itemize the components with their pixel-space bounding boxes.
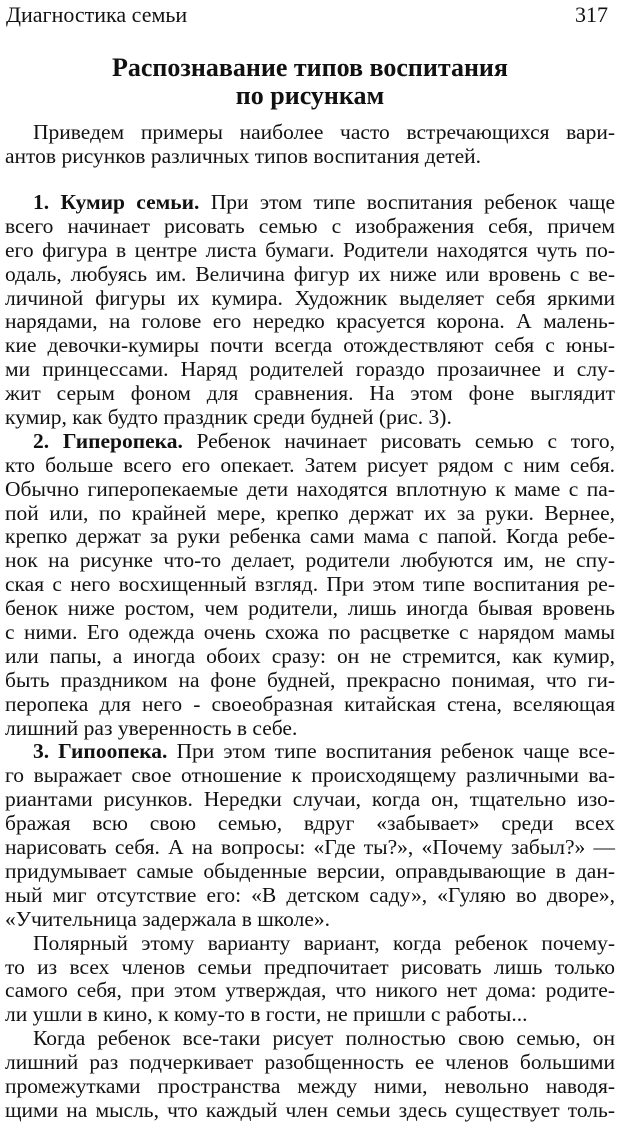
text-line: антов рисунков различных типов воспитания детей. xyxy=(5,143,482,168)
text-line: бенок ниже ростом, чем родители, лишь иногда бывая вровень xyxy=(5,596,615,621)
text-line: кто больше всего его опекает. Затем рисует рядом с ним себя. xyxy=(5,452,615,477)
text-line: ми принцессами. Наряд родителей гораздо прозаичнее и слу- xyxy=(5,357,615,382)
paragraph-text: При этом типе воспитания ребенок чаще все- xyxy=(167,739,615,764)
section-2-lines xyxy=(5,454,615,741)
text-line: всего начинает рисовать семью с изображения себя, причем xyxy=(5,213,615,238)
text-line: кумир, как будто праздник среди будней (рис. 3). xyxy=(5,405,452,430)
text-line: ли ушли в кино, к кому-то в гости, не пришли с работы... xyxy=(5,1002,528,1027)
text-line: нок на рисунке что-то делает, родители любуются им, не спу- xyxy=(5,548,615,573)
text-line: с ними. Его одежда очень схожа по расцветке с нарядом мамы xyxy=(5,620,615,645)
text-line: нарисовать себя. А на вопросы: «Где ты?», «Почему забыл?» — xyxy=(5,835,615,860)
text-line: щими на мысль, что каждый член семьи здесь существует толь- xyxy=(5,1097,615,1122)
paragraph-text: При этом типе воспитания ребенок чаще xyxy=(199,190,615,214)
page-number: 317 xyxy=(575,2,608,27)
text-line: лишний раз подчеркивает разобщенность ее членов большими xyxy=(5,1050,615,1075)
intro-paragraph xyxy=(5,121,615,169)
main-text xyxy=(5,191,615,1123)
text-line: одаль, любуясь им. Величина фигур их ниже или вровень с ве- xyxy=(5,261,615,286)
paragraph-heading: 1. Кумир семьи. xyxy=(33,190,200,214)
text-line: Когда ребенок все-таки рисует полностью свою семью, он xyxy=(33,1026,615,1051)
text-line: ская с него восхищенный взгляд. При этом типе воспитания ре- xyxy=(5,572,615,597)
section-title-line-1: Распознавание типов воспитания xyxy=(112,53,508,82)
text-line: «Учительница задержала в школе». xyxy=(5,906,330,931)
text-line: крепко держат за руки ребенка сами мама с папой. Когда ребе- xyxy=(5,524,615,549)
section-1-lines xyxy=(5,215,615,430)
text-line: нарядами, на голове его нередко красуется корона. А малень- xyxy=(5,309,615,334)
text-line: го выражает свое отношение к происходящему различными ва- xyxy=(5,763,615,788)
text-line: перопека для него - своеобразная китайская стена, вселяющая xyxy=(5,691,615,716)
paragraph-first-line xyxy=(5,740,615,764)
text-line: лишний раз уверенность в себе. xyxy=(5,715,298,740)
text-line: риантами рисунков. Нередки случаи, когда он, тщательно изо- xyxy=(5,787,615,812)
text-line: быть праздником на фоне будней, прекрасно понимая, что ги- xyxy=(5,667,615,692)
text-line: придумывает самые обыденные версии, оправдывающие в дан- xyxy=(5,858,615,883)
text-line: жит серым фоном для сравнения. На этом фоне выглядит xyxy=(5,381,615,406)
section-title-line-2: по рисункам xyxy=(235,81,385,110)
text-line: личиной фигуры их кумира. Художник выделяет себя яркими xyxy=(5,285,615,310)
text-line: его фигура в центре листа бумаги. Родители находятся чуть по- xyxy=(5,237,615,262)
section-3-lines xyxy=(5,764,615,931)
text-line: самого себя, при этом утверждая, что никого нет дома: родите- xyxy=(5,978,615,1003)
paragraph-text: Ребенок начинает рисовать семью с того, xyxy=(182,428,615,453)
section-title xyxy=(0,54,620,110)
paragraph-4 xyxy=(5,932,615,1028)
paragraph-first-line xyxy=(5,430,615,454)
text-line: кие девочки-кумиры почти всегда отождествляют себя с юны- xyxy=(5,333,615,358)
text-line: бражая всю свою семью, вдруг «забывает» среди всех xyxy=(5,811,615,836)
paragraph-heading: 2. Гиперопека. xyxy=(33,428,183,453)
text-line: Приведем примеры наиболее часто встречающихся вари- xyxy=(33,120,615,144)
text-line: ный миг отсутствие его: «В детском саду», «Гуляю во дворе», xyxy=(5,882,615,907)
text-line: или папы, а иногда обоих сразу: он не стремится, как кумир, xyxy=(5,643,615,668)
text-line: то из всех членов семьи предпочитает рисовать лишь только xyxy=(5,954,615,979)
text-line: Полярный этому варианту вариант, когда ребенок почему- xyxy=(33,930,615,955)
paragraph-first-line xyxy=(5,191,615,215)
text-line: промежутками пространства между ними, невольно наводя- xyxy=(5,1073,615,1098)
paragraph-heading: 3. Гипоопека. xyxy=(33,739,168,764)
running-header-title: Диагностика семьи xyxy=(6,2,188,27)
text-line: пой или, по крайней мере, крепко держат их за руки. Вернее, xyxy=(5,500,615,525)
text-line: Обычно гиперопекаемые дети находятся вплотную к маме с па- xyxy=(5,476,615,501)
